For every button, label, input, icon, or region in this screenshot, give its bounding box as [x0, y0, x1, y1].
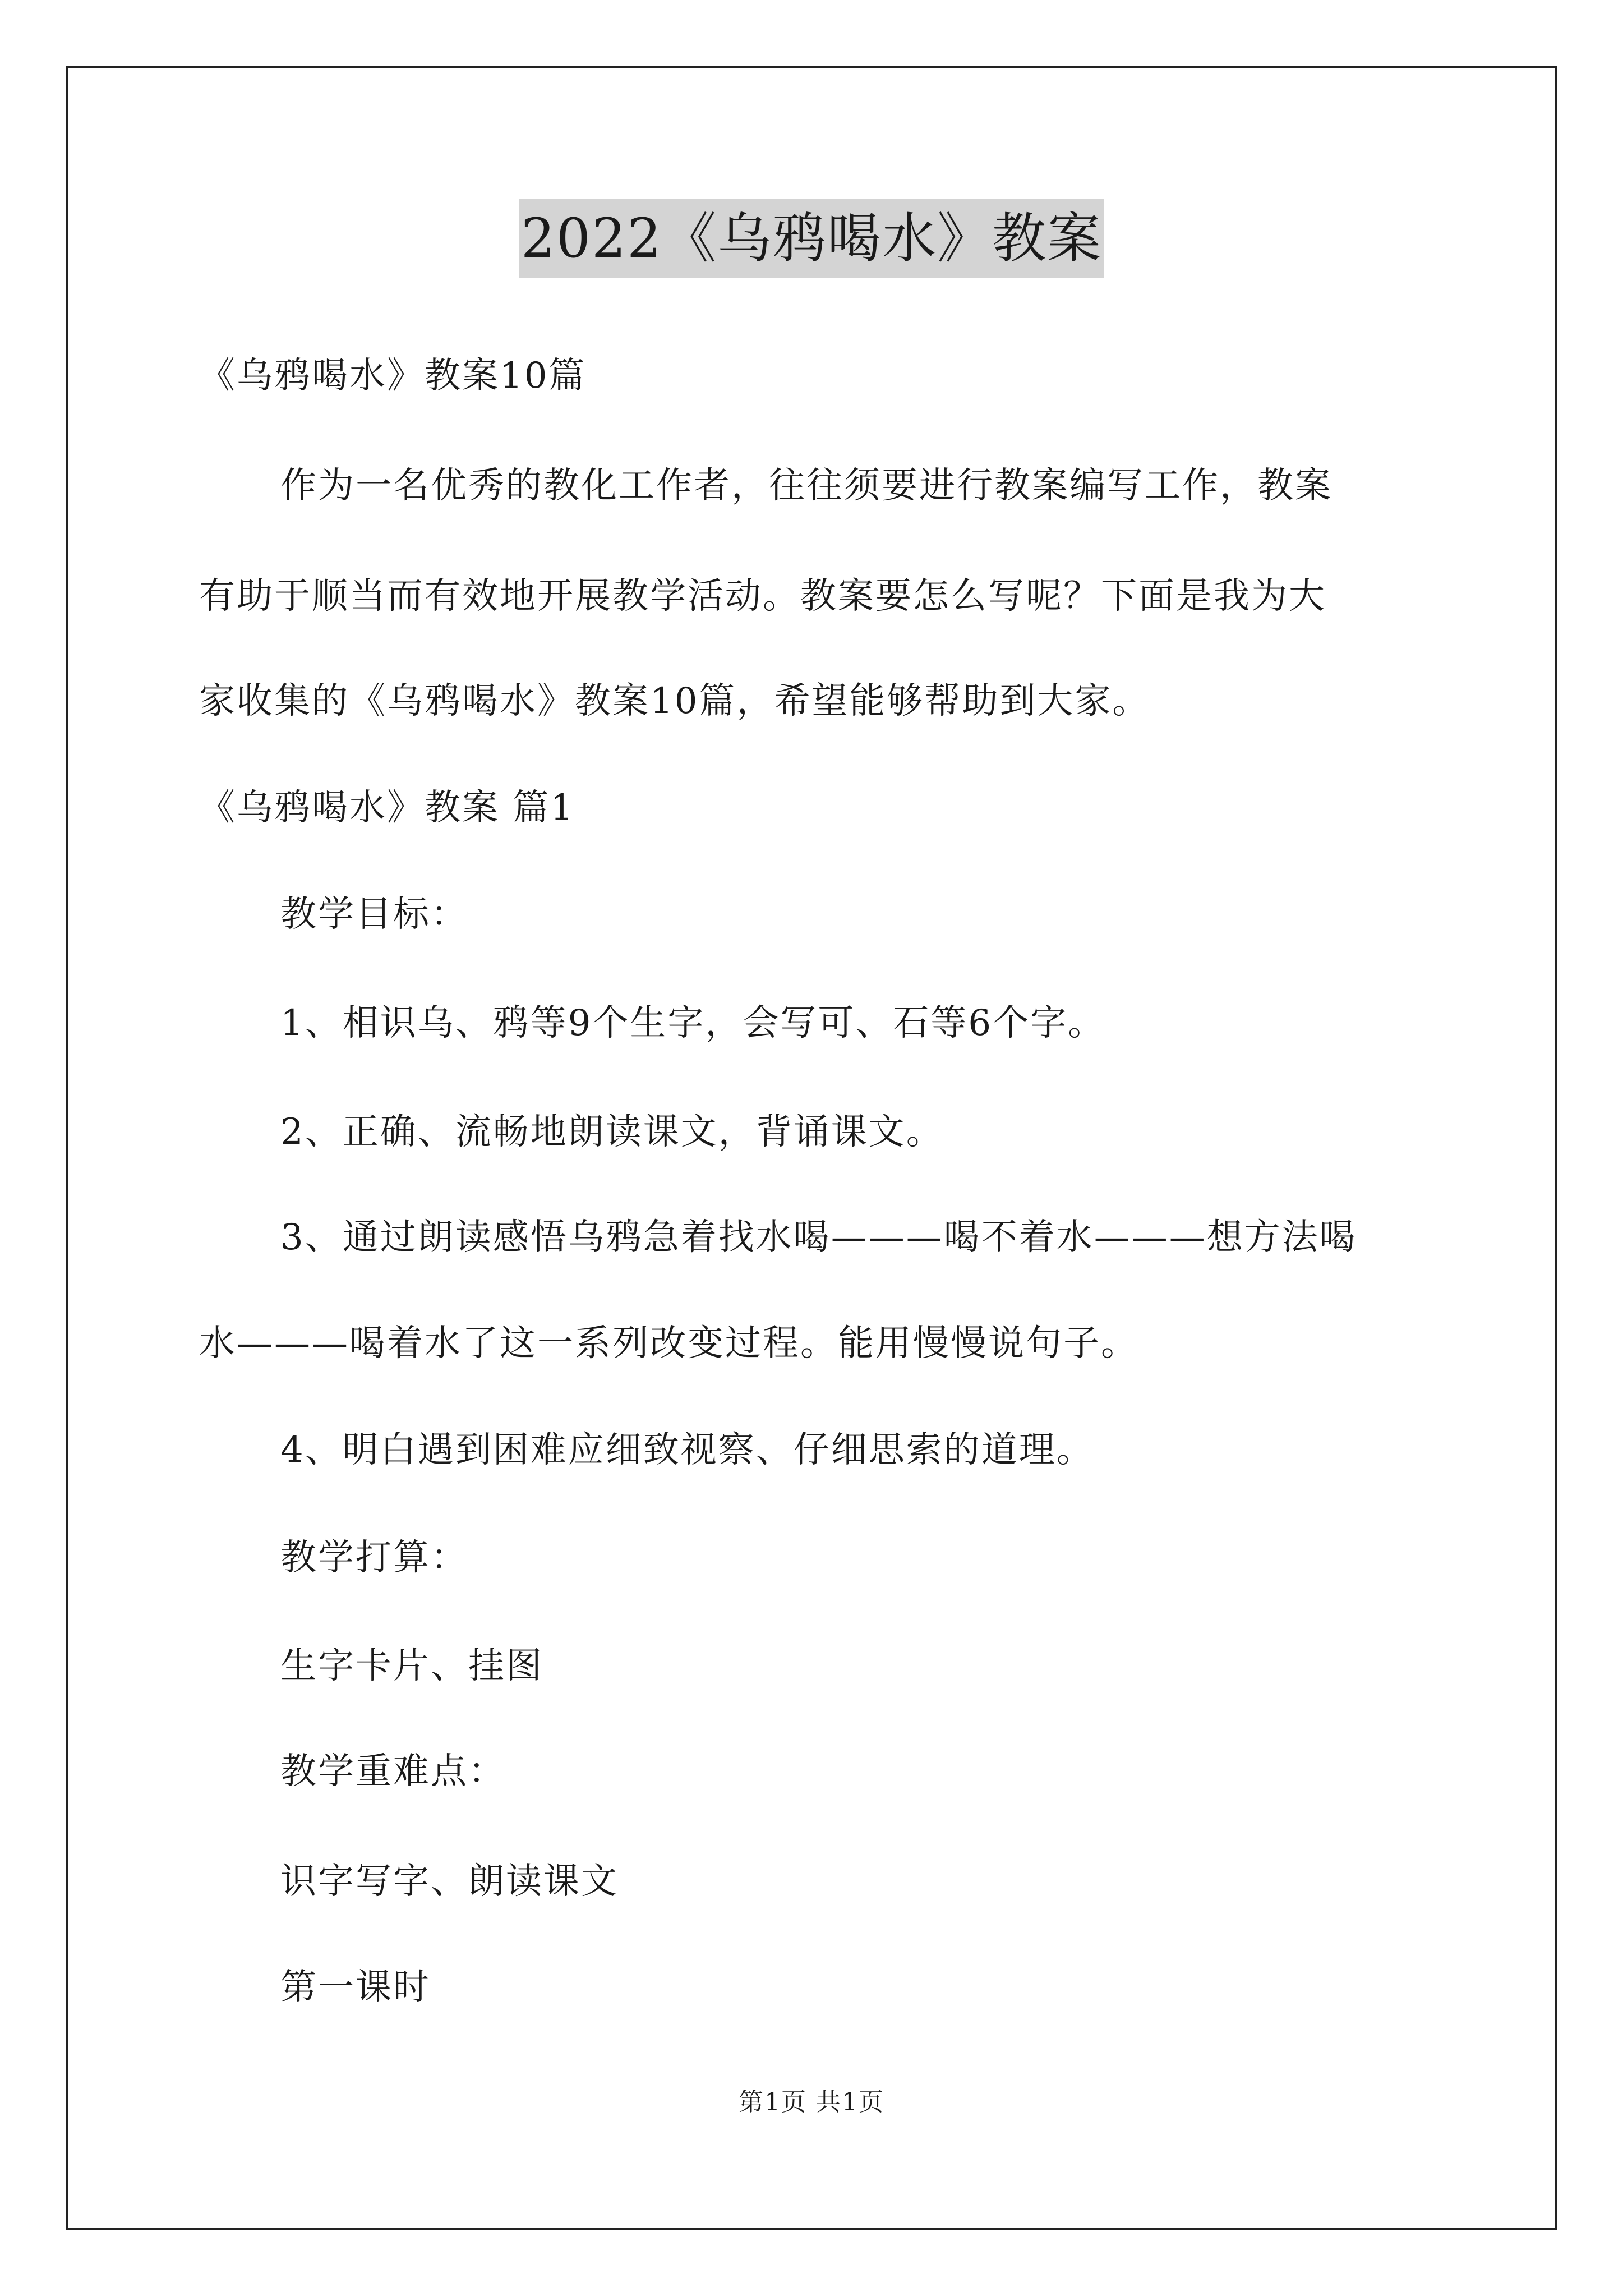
key-points-heading: 教学重难点： [280, 1751, 506, 1792]
document-title-wrap [0, 199, 1623, 278]
goal-4: 4、明白遇到困难应细致视察、仔细思索的道理。 [280, 1429, 1094, 1471]
goal-2: 2、正确、流畅地朗读课文，背诵课文。 [280, 1111, 944, 1153]
goals-heading: 教学目标： [280, 894, 468, 935]
section-heading: 《乌鸦喝水》教案 篇1 [199, 787, 575, 829]
goal-1: 1、相识乌、鸦等9个生字，会写可、石等6个字。 [280, 1002, 1106, 1044]
lesson-heading: 第一课时 [280, 1967, 431, 2008]
goal-3-line-2: 水———喝着水了这一系列改变过程。能用慢慢说句子。 [199, 1323, 1138, 1364]
intro-line-1: 作为一名优秀的教化工作者，往往须要进行教案编写工作，教案 [280, 465, 1332, 507]
intro-line-3: 家收集的《乌鸦喝水》教案10篇，希望能够帮助到大家。 [199, 680, 1150, 722]
key-points-content: 识字写字、朗读课文 [280, 1861, 619, 1902]
document-title: 2022《乌鸦喝水》教案 [519, 199, 1104, 278]
intro-line-2: 有助于顺当而有效地开展教学活动。教案要怎么写呢？下面是我为大 [199, 576, 1326, 617]
prep-content: 生字卡片、挂图 [280, 1645, 543, 1687]
page-footer: 第1页 共1页 [739, 2088, 884, 2116]
prep-heading: 教学打算： [280, 1537, 468, 1579]
goal-3-line-1: 3、通过朗读感悟乌鸦急着找水喝———喝不着水———想方法喝 [280, 1217, 1357, 1258]
subtitle-line: 《乌鸦喝水》教案10篇 [199, 355, 587, 397]
